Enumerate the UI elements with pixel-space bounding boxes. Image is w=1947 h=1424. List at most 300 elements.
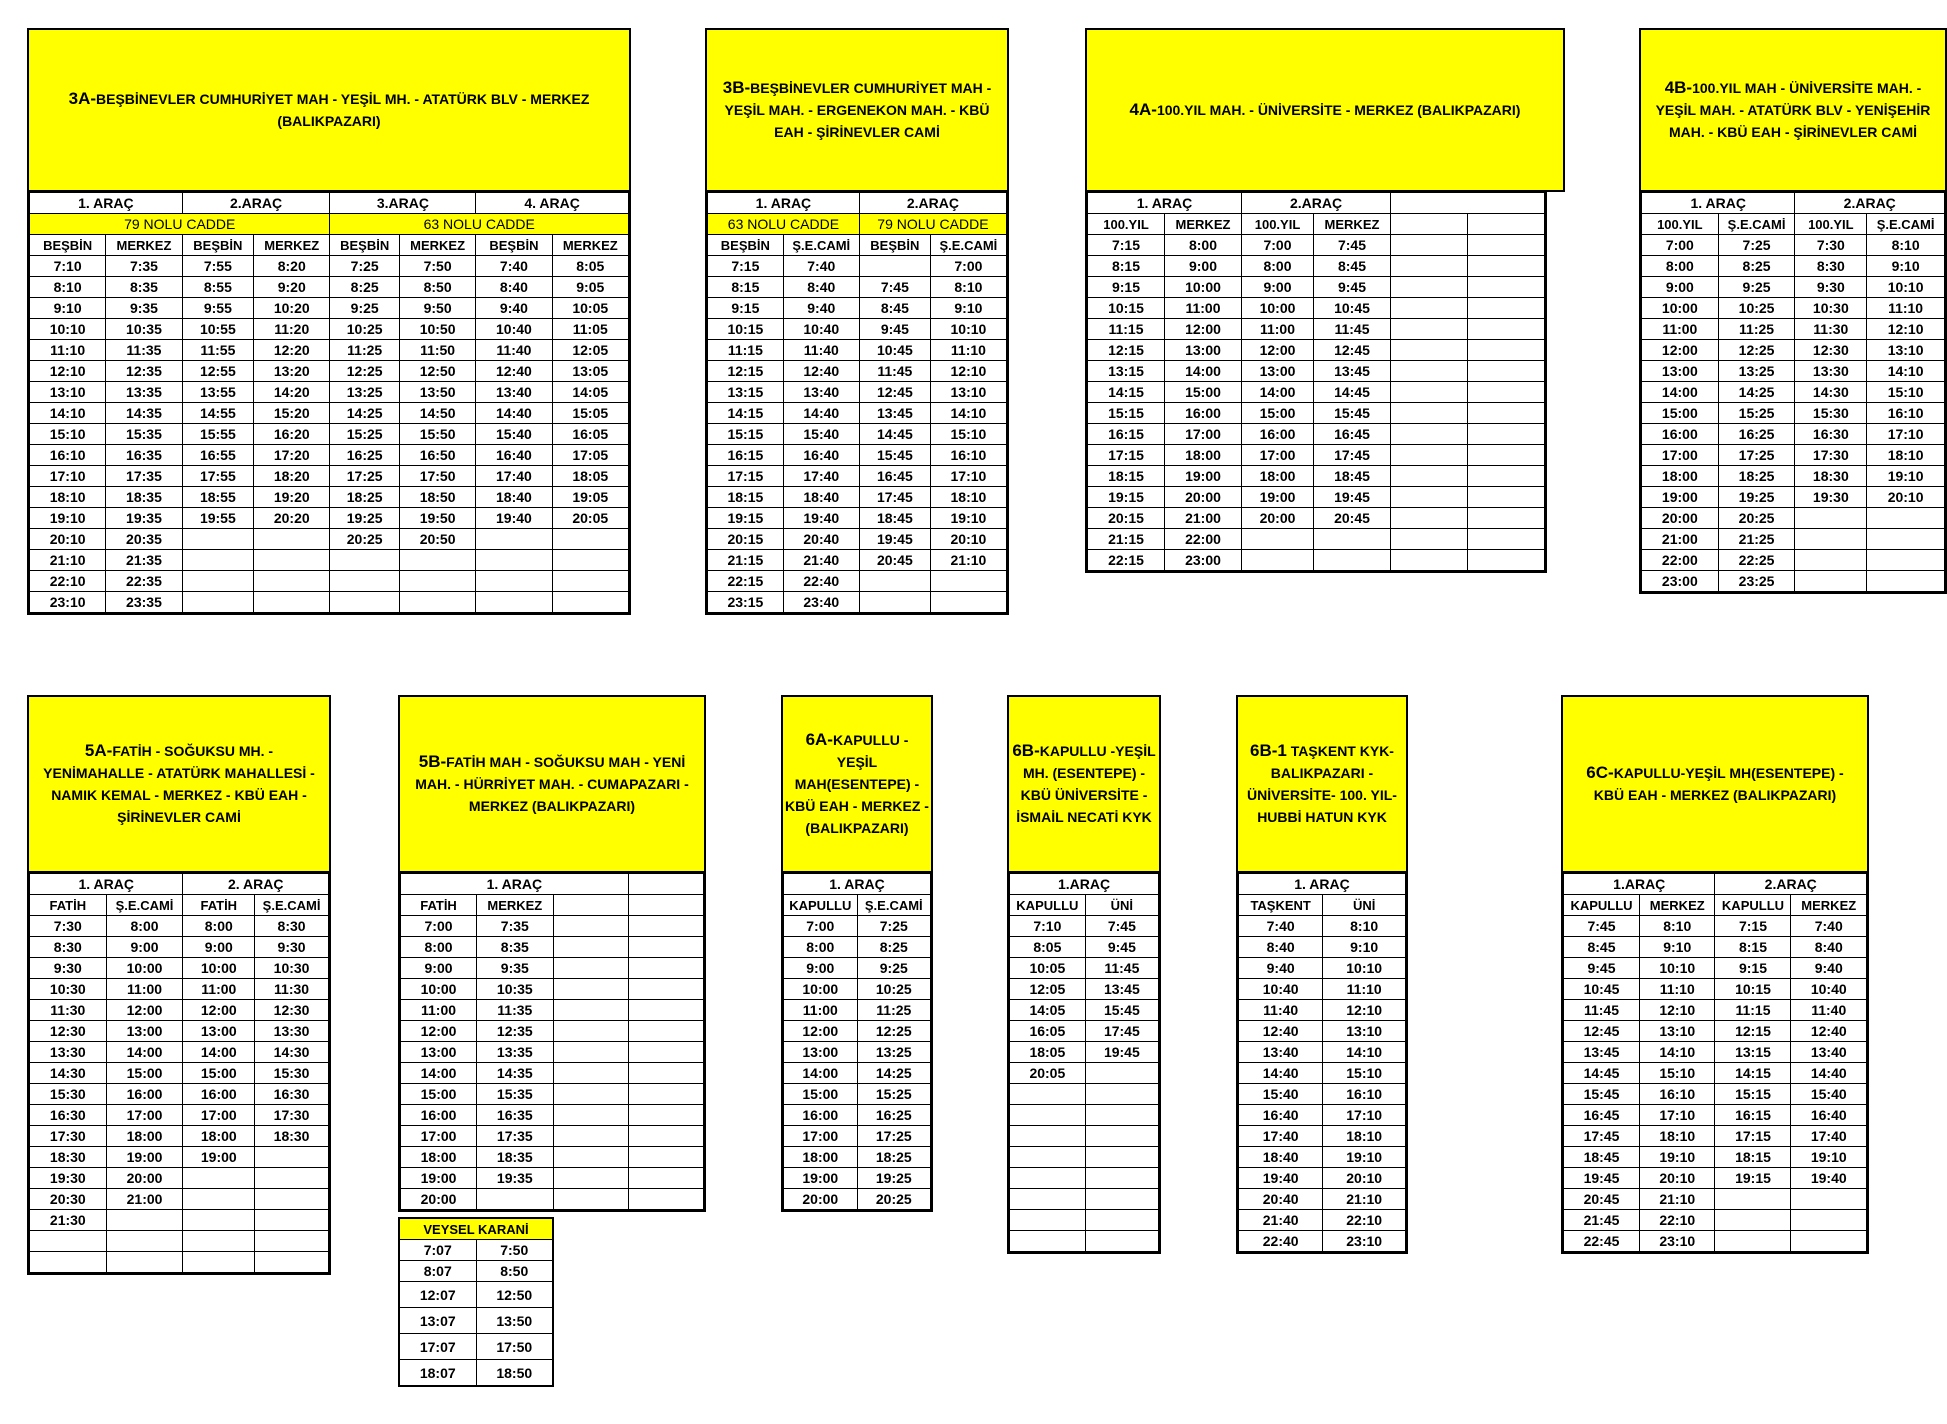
departure-time: 16:00 [183,1084,255,1105]
schedule-table [707,192,1007,613]
table-row [1088,298,1545,319]
departure-time [628,1147,703,1168]
departure-time: 22:15 [1088,550,1165,571]
departure-time: 18:10 [1640,1126,1715,1147]
departure-time: 11:45 [1314,319,1391,340]
departure-time: 8:40 [783,277,859,298]
departure-time: 16:25 [857,1105,930,1126]
departure-time: 11:25 [330,340,399,361]
departure-time: 8:40 [1239,937,1323,958]
departure-time: 12:00 [1642,340,1719,361]
table-row [784,1042,931,1063]
table-row [1239,1021,1406,1042]
table-row [1239,1063,1406,1084]
departure-time: 14:40 [1791,1063,1867,1084]
departure-time: 13:45 [1314,361,1391,382]
departure-time [1468,403,1545,424]
table-row [708,403,1007,424]
departure-time: 17:25 [857,1126,930,1147]
departure-time: 8:25 [330,277,399,298]
departure-time: 7:55 [182,256,253,277]
departure-time: 7:45 [1314,235,1391,256]
departure-time: 16:40 [1239,1105,1323,1126]
departure-time: 21:10 [1323,1189,1406,1210]
departure-time: 7:25 [1718,235,1795,256]
departure-time: 11:20 [254,319,330,340]
departure-time: 10:40 [1239,979,1323,1000]
table-row [30,508,629,529]
route-header [1236,695,1408,873]
table-row [1010,1210,1159,1231]
departure-time: 18:05 [1010,1042,1086,1063]
stop-column-header: MERKEZ [1791,895,1867,916]
table-row [30,487,629,508]
table-row [1564,1042,1867,1063]
departure-time [1391,550,1468,571]
departure-time: 23:15 [708,592,784,613]
departure-time: 12:05 [1010,979,1086,1000]
table-row [30,979,329,1000]
departure-time [1715,1231,1791,1252]
departure-time: 19:55 [182,508,253,529]
vehicle-header: 1. ARAÇ [1642,193,1795,214]
departure-time: 19:00 [106,1147,183,1168]
departure-time [1715,1210,1791,1231]
stop-column-header: MERKEZ [399,235,475,256]
table-row [1564,979,1867,1000]
departure-time: 10:35 [477,979,554,1000]
schedule-table-wrapper [1236,873,1408,1254]
departure-time: 14:15 [1715,1063,1791,1084]
table-row [30,1042,329,1063]
departure-time: 22:10 [1323,1210,1406,1231]
departure-time: 9:40 [783,298,859,319]
table-row [1564,1063,1867,1084]
departure-time: 13:50 [399,382,475,403]
departure-time [1391,424,1468,445]
table-row [784,1000,931,1021]
departure-time: 12:50 [476,1282,553,1308]
departure-time: 7:40 [1791,916,1867,937]
departure-time: 11:30 [1795,319,1867,340]
departure-time [1867,550,1945,571]
departure-time: 18:25 [857,1147,930,1168]
departure-time: 17:00 [784,1126,858,1147]
departure-time: 14:45 [1564,1063,1640,1084]
departure-time: 14:05 [552,382,628,403]
departure-time: 14:30 [255,1042,329,1063]
departure-time: 16:45 [1564,1105,1640,1126]
departure-time: 20:25 [1718,508,1795,529]
departure-time: 15:30 [30,1084,107,1105]
departure-time: 18:00 [106,1126,183,1147]
table-row [708,277,1007,298]
departure-time: 13:40 [783,382,859,403]
departure-time: 7:45 [859,277,930,298]
departure-time: 12:10 [930,361,1006,382]
table-row [30,1189,329,1210]
schedule-table-wrapper [781,873,933,1212]
departure-time: 12:40 [476,361,552,382]
departure-time [628,958,703,979]
departure-time [552,592,628,613]
departure-time [1010,1189,1086,1210]
schedule-table-wrapper [27,192,631,615]
table-row [1564,1084,1867,1105]
table-row [399,1240,553,1261]
departure-time: 22:35 [106,571,182,592]
departure-time: 18:40 [476,487,552,508]
departure-time: 13:30 [30,1042,107,1063]
departure-time [930,592,1006,613]
departure-time: 17:40 [1239,1126,1323,1147]
departure-time: 17:15 [708,466,784,487]
departure-time [255,1168,329,1189]
table-row [1239,916,1406,937]
departure-time: 17:40 [476,466,552,487]
departure-time: 8:00 [1642,256,1719,277]
departure-time: 14:40 [783,403,859,424]
departure-time: 13:00 [183,1021,255,1042]
departure-time: 8:10 [1323,916,1406,937]
table-row [708,529,1007,550]
departure-time: 13:10 [1867,340,1945,361]
table-row [784,937,931,958]
departure-time: 11:55 [182,340,253,361]
departure-time: 8:50 [476,1261,553,1282]
departure-time: 9:10 [930,298,1006,319]
departure-time: 20:05 [552,508,628,529]
departure-time: 16:10 [1323,1084,1406,1105]
departure-time: 18:40 [783,487,859,508]
departure-time: 18:35 [477,1147,554,1168]
departure-time: 13:25 [330,382,399,403]
departure-time: 13:07 [399,1308,476,1334]
table-row [1239,1210,1406,1231]
departure-time [1468,508,1545,529]
departure-time: 7:00 [784,916,858,937]
departure-time: 9:45 [1085,937,1158,958]
table-row [1564,1210,1867,1231]
departure-time: 19:10 [1323,1147,1406,1168]
departure-time [1391,529,1468,550]
route-header [781,695,933,873]
departure-time: 23:10 [30,592,106,613]
table-row [708,466,1007,487]
departure-time: 18:20 [254,466,330,487]
stop-column-header: FATİH [183,895,255,916]
departure-time [1468,445,1545,466]
departure-time: 15:15 [1715,1084,1791,1105]
departure-time: 14:15 [1088,382,1165,403]
departure-time: 17:10 [1867,424,1945,445]
departure-time: 16:45 [1314,424,1391,445]
departure-time: 15:40 [476,424,552,445]
departure-time: 17:35 [477,1126,554,1147]
departure-time: 8:10 [30,277,106,298]
departure-time: 12:10 [1323,1000,1406,1021]
table-row [1642,235,1945,256]
vehicle-header: 1. ARAÇ [784,874,931,895]
departure-time: 22:10 [30,571,106,592]
departure-time: 21:00 [1642,529,1719,550]
departure-time: 14:20 [254,382,330,403]
departure-time: 8:30 [255,916,329,937]
departure-time: 15:25 [330,424,399,445]
departure-time: 13:20 [254,361,330,382]
departure-time: 10:40 [783,319,859,340]
departure-time [399,592,475,613]
stop-column-header: BEŞBİN [859,235,930,256]
table-row [399,1334,553,1360]
table-row [30,1168,329,1189]
table-row [30,958,329,979]
departure-time: 16:05 [552,424,628,445]
departure-time: 7:40 [1239,916,1323,937]
departure-time [1085,1105,1158,1126]
departure-time: 13:50 [476,1308,553,1334]
departure-time: 13:30 [1795,361,1867,382]
departure-time: 11:00 [1165,298,1242,319]
table-row [1642,403,1945,424]
departure-time: 11:25 [1718,319,1795,340]
departure-time: 18:15 [708,487,784,508]
departure-time: 18:00 [183,1126,255,1147]
table-row [1010,916,1159,937]
route-5a-timetable [27,695,331,1280]
schedule-table [1563,873,1867,1252]
departure-time [1085,1126,1158,1147]
departure-time: 8:45 [1314,256,1391,277]
vehicle-header: 2.ARAÇ [1242,193,1391,214]
departure-time: 12:00 [784,1021,858,1042]
table-row [1564,1168,1867,1189]
departure-time [1715,1189,1791,1210]
departure-time: 9:10 [1323,937,1406,958]
stop-column-header: 100.YIL [1088,214,1165,235]
departure-time: 10:25 [330,319,399,340]
table-row [784,1168,931,1189]
departure-time: 16:40 [1791,1105,1867,1126]
departure-time: 13:15 [1088,361,1165,382]
departure-time [628,937,703,958]
departure-time: 19:30 [30,1168,107,1189]
departure-time: 20:35 [106,529,182,550]
departure-time: 11:45 [859,361,930,382]
stop-column-header: KAPULLU [784,895,858,916]
departure-time: 17:07 [399,1334,476,1360]
departure-time: 11:30 [255,979,329,1000]
departure-time [628,1084,703,1105]
departure-time: 15:40 [1239,1084,1323,1105]
departure-time: 11:10 [1867,298,1945,319]
table-row [30,466,629,487]
table-row [399,1282,553,1308]
table-row [784,1021,931,1042]
table-row [1010,1147,1159,1168]
departure-time: 14:10 [1323,1042,1406,1063]
departure-time: 15:35 [106,424,182,445]
table-row [1642,571,1945,592]
departure-time [1391,298,1468,319]
departure-time: 13:45 [859,403,930,424]
stop-column-header: KAPULLU [1564,895,1640,916]
departure-time [628,1168,703,1189]
departure-time: 17:45 [1085,1021,1158,1042]
route-code: 6B-1 [1250,741,1287,760]
departure-time: 14:10 [930,403,1006,424]
departure-time [30,1231,107,1252]
departure-time: 11:15 [708,340,784,361]
departure-time: 15:05 [552,403,628,424]
departure-time: 11:50 [399,340,475,361]
departure-time: 20:50 [399,529,475,550]
departure-time: 19:40 [1239,1168,1323,1189]
departure-time: 9:55 [182,298,253,319]
table-row [1010,1000,1159,1021]
departure-time: 20:15 [1088,508,1165,529]
departure-time: 18:00 [1242,466,1314,487]
table-row [1642,487,1945,508]
departure-time: 19:15 [1715,1168,1791,1189]
departure-time: 20:10 [1867,487,1945,508]
departure-time [183,1231,255,1252]
departure-time [1242,529,1314,550]
route-code: 4B- [1664,78,1693,97]
departure-time: 7:45 [1564,916,1640,937]
stop-column-header: MERKEZ [1640,895,1715,916]
departure-time: 8:30 [1795,256,1867,277]
departure-time: 18:00 [784,1147,858,1168]
departure-time [1010,1210,1086,1231]
route-code: 5A- [84,741,113,760]
departure-time: 13:40 [1239,1042,1323,1063]
departure-time: 11:00 [784,1000,858,1021]
departure-time [255,1147,329,1168]
departure-time [1391,382,1468,403]
departure-time: 20:20 [254,508,330,529]
table-row [30,256,629,277]
stop-column-header: FATİH [30,895,107,916]
departure-time: 12:30 [30,1021,107,1042]
departure-time: 19:35 [477,1168,554,1189]
departure-time: 15:30 [255,1063,329,1084]
departure-time [628,1042,703,1063]
table-row [30,529,629,550]
table-row [1642,529,1945,550]
departure-time: 17:20 [254,445,330,466]
departure-time: 19:10 [1791,1147,1867,1168]
departure-time: 9:00 [1642,277,1719,298]
departure-time: 21:10 [1640,1189,1715,1210]
departure-time: 22:00 [1165,529,1242,550]
departure-time: 12:15 [708,361,784,382]
table-row [1010,1042,1159,1063]
departure-time: 15:10 [1323,1063,1406,1084]
table-row [1010,1231,1159,1252]
departure-time: 22:40 [783,571,859,592]
departure-time: 20:30 [30,1189,107,1210]
table-row [784,1147,931,1168]
departure-time: 13:10 [1640,1021,1715,1042]
departure-time [553,1168,628,1189]
departure-time: 10:00 [401,979,477,1000]
departure-time [255,1210,329,1231]
veysel-karani-table-wrapper [398,1217,706,1387]
departure-time: 16:10 [930,445,1006,466]
departure-time: 20:00 [784,1189,858,1210]
departure-time [1791,1210,1867,1231]
table-row [1642,550,1945,571]
departure-time [1010,1147,1086,1168]
departure-time: 18:10 [1323,1126,1406,1147]
departure-time: 9:05 [552,277,628,298]
departure-time: 7:50 [476,1240,553,1261]
departure-time: 11:45 [1564,1000,1640,1021]
departure-time: 11:00 [106,979,183,1000]
departure-time [552,529,628,550]
departure-time: 23:25 [1718,571,1795,592]
table-row [401,1168,704,1189]
departure-time: 7:00 [930,256,1006,277]
departure-time: 17:50 [399,466,475,487]
departure-time: 12:30 [1795,340,1867,361]
departure-time: 21:30 [30,1210,107,1231]
departure-time [859,256,930,277]
departure-time [552,571,628,592]
departure-time: 14:00 [1165,361,1242,382]
departure-time: 23:40 [783,592,859,613]
departure-time [1468,277,1545,298]
vehicle-header: 2.ARAÇ [859,193,1006,214]
vehicle-header: 1. ARAÇ [30,193,183,214]
route-header [1561,695,1869,873]
departure-time: 8:15 [1715,937,1791,958]
table-row [1642,298,1945,319]
departure-time: 9:00 [106,937,183,958]
departure-time: 17:10 [1323,1105,1406,1126]
departure-time: 15:55 [182,424,253,445]
departure-time: 11:40 [1791,1000,1867,1021]
departure-time: 15:25 [857,1084,930,1105]
departure-time: 11:40 [1239,1000,1323,1021]
stop-column-header: Ş.E.CAMİ [930,235,1006,256]
departure-time: 17:15 [1715,1126,1791,1147]
departure-time: 10:30 [255,958,329,979]
departure-time: 18:45 [1314,466,1391,487]
departure-time: 15:45 [1564,1084,1640,1105]
table-row [1088,256,1545,277]
route-name: 100.YIL MAH - ÜNİVERSİTE MAH. - YEŞİL MAH. - ATATÜRK BLV - YENİŞEHİR MAH. - KBÜ EAH - ŞİRİNEVLER CAMİ [1655,80,1931,140]
departure-time: 17:10 [930,466,1006,487]
departure-time: 14:45 [1314,382,1391,403]
departure-time: 20:15 [708,529,784,550]
departure-time [1391,340,1468,361]
departure-time: 12:30 [255,1000,329,1021]
departure-time [255,1189,329,1210]
departure-time [1795,571,1867,592]
vehicle-header: 1. ARAÇ [1088,193,1242,214]
departure-time: 9:25 [1718,277,1795,298]
departure-time: 16:20 [254,424,330,445]
departure-time: 8:30 [30,937,107,958]
departure-time [628,1000,703,1021]
departure-time: 15:00 [183,1063,255,1084]
departure-time [476,550,552,571]
stop-column-header: TAŞKENT [1239,895,1323,916]
departure-time: 12:50 [399,361,475,382]
route-name: BEŞBİNEVLER CUMHURİYET MAH - YEŞİL MAH. - ERGENEKON MAH. - KBÜ EAH - ŞİRİNEVLER CAMİ [724,80,992,140]
